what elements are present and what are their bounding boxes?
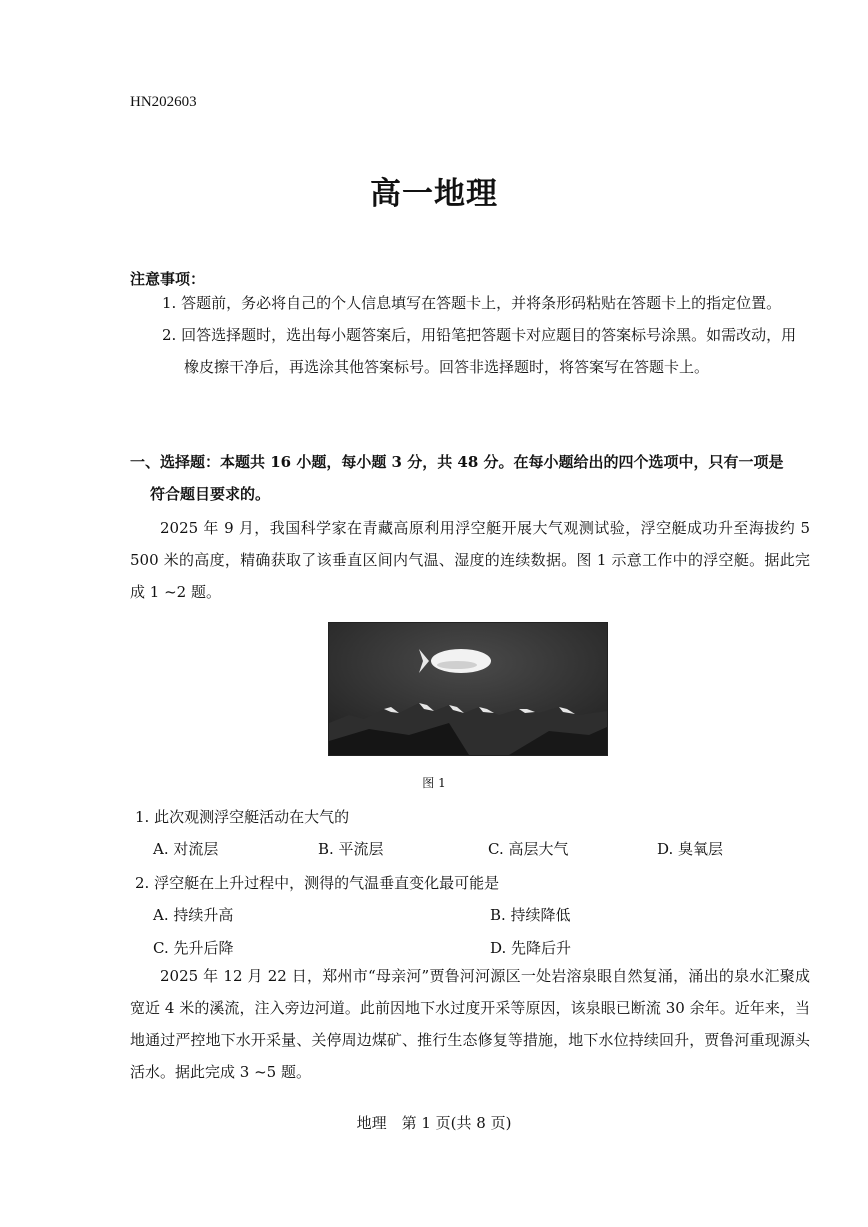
- context-text: 2025 年 9 月，我国科学家在青藏高原利用浮空艇开展大气观测试验，浮空艇成功升至海拔约 5 500 米的高度，精确获取了该垂直区间内气温、湿度的连续数据。图 1 示意工作中的浮空艇。据此完成 1 ~2 题。: [130, 519, 810, 601]
- page-title: 高一地理: [370, 176, 498, 212]
- notice-item: 2. 回答选择题时，选出每小题答案后，用铅笔把答题卡对应题目的答案标号涂黑。如需改动，用橡皮擦干净后，再选涂其他答案标号。回答非选择题时，将答案写在答题卡上。: [162, 326, 797, 376]
- question-stem: 1. 此次观测浮空艇活动在大气的: [135, 808, 350, 826]
- context-passage: [130, 960, 810, 1088]
- notice-heading: 注意事项：: [130, 270, 206, 288]
- section-heading-line: 符合题目要求的。: [150, 485, 271, 503]
- airship-photo: [328, 622, 608, 756]
- answer-option: A. 持续升高: [153, 906, 234, 924]
- context-text: 2025 年 12 月 22 日，郑州市“母亲河”贾鲁河河源区一处岩溶泉眼自然复涌，涌出的泉水汇聚成宽近 4 米的溪流，注入旁边河道。此前因地下水过度开采等原因，该泉眼已断流 30 余年。近年来，当地通过严控地下水开采量、关停周边煤矿、推行生态修复等措施，地下水位持续回升，贾鲁河重现源头活水。据此完成 3 ~5 题。: [130, 967, 810, 1081]
- answer-option: B. 持续降低: [490, 906, 571, 924]
- section-heading: [130, 446, 810, 510]
- notice-item: 1. 答题前，务必将自己的个人信息填写在答题卡上，并将条形码粘贴在答题卡上的指定位置。: [162, 294, 782, 312]
- page-footer: 地理 第 1 页(共 8 页): [356, 1114, 512, 1132]
- answer-option: A. 对流层: [153, 840, 219, 858]
- context-passage: [130, 512, 810, 608]
- answer-option: B. 平流层: [318, 840, 384, 858]
- notice-list: [162, 287, 810, 383]
- exam-code: HN202603: [130, 94, 197, 110]
- answer-option: C. 先升后降: [153, 939, 234, 957]
- question-stem: 2. 浮空艇在上升过程中，测得的气温垂直变化最可能是: [135, 874, 500, 892]
- section-heading-line: 一、选择题：本题共 16 小题，每小题 3 分，共 48 分。在每小题给出的四个选项中，只有一项是: [130, 453, 784, 471]
- answer-option: D. 臭氧层: [657, 840, 724, 858]
- answer-option: D. 先降后升: [490, 939, 572, 957]
- figure-caption: 图 1: [422, 776, 446, 790]
- answer-option: C. 高层大气: [488, 840, 569, 858]
